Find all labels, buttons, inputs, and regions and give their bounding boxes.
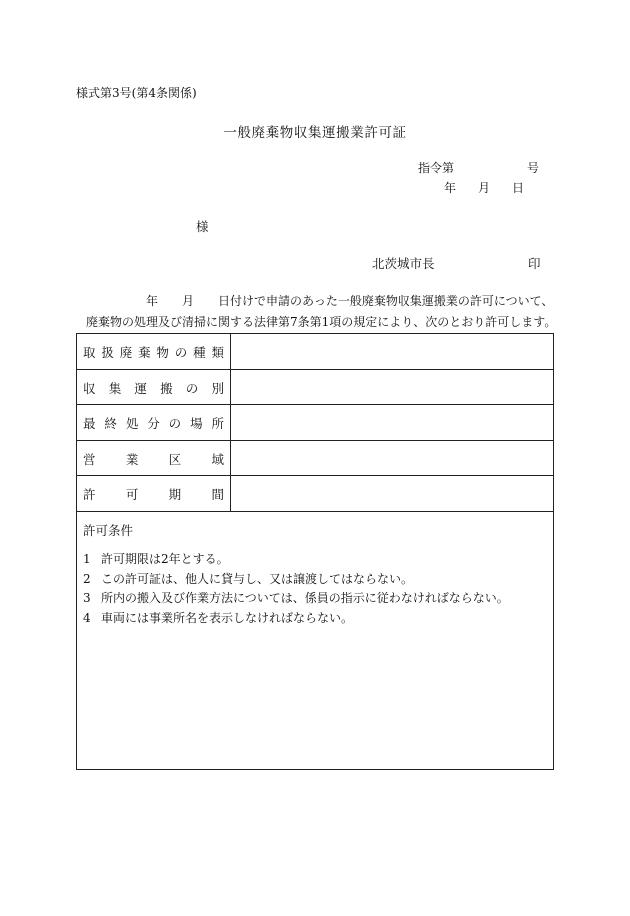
condition-item	[83, 609, 543, 629]
table-row-business-area	[77, 441, 553, 477]
condition-number: 1	[83, 552, 91, 566]
table-row-disposal-site	[77, 405, 553, 441]
preamble-year: 年	[146, 294, 159, 308]
seal-mark: 印	[528, 256, 541, 271]
table-row-label-cell	[77, 405, 231, 440]
table-row-label: 収集運搬の別	[83, 380, 224, 396]
document-title: 一般廃棄物収集運搬業許可証	[223, 125, 407, 141]
table-row-label: 営業区域	[83, 451, 224, 467]
preamble-month: 月	[182, 294, 195, 308]
order-number-prefix: 指令第	[418, 161, 455, 175]
condition-text: この許可証は、他人に貸与し、又は譲渡してはならない。	[101, 571, 414, 586]
order-number-line	[418, 159, 539, 176]
condition-text: 車両には事業所名を表示しなければならない。	[101, 610, 354, 625]
condition-item	[83, 570, 543, 590]
table-row-label: 許可期間	[83, 487, 224, 502]
condition-item	[83, 589, 543, 609]
table-row-label-cell	[77, 441, 231, 476]
preamble-text: 日付けで申請のあった一般廃棄物収集運搬業の許可について、	[218, 294, 554, 308]
conditions-title: 許可条件	[83, 523, 134, 538]
permit-table	[76, 333, 554, 770]
date-year: 年	[444, 181, 457, 195]
table-row-permit-period	[77, 476, 553, 512]
preamble-line-1	[146, 292, 553, 309]
table-row-collection-type	[77, 370, 553, 406]
addressee-suffix: 様	[196, 219, 209, 234]
table-row-label-cell	[77, 476, 231, 511]
date-day: 日	[512, 181, 525, 195]
conditions-list	[83, 550, 543, 628]
date-month: 月	[478, 181, 491, 195]
condition-number: 4	[83, 610, 91, 625]
table-row-label: 取扱廃棄物の種類	[83, 345, 224, 360]
table-row-label-cell	[77, 334, 231, 369]
condition-number: 2	[83, 571, 91, 586]
table-row-label-cell	[77, 370, 231, 405]
condition-number: 3	[83, 591, 91, 605]
issue-date-line	[444, 179, 524, 196]
form-number: 様式第3号(第4条関係)	[76, 86, 197, 100]
table-row-waste-type	[77, 334, 553, 370]
issuer-name: 北茨城市長	[372, 256, 435, 271]
condition-item	[83, 550, 543, 570]
condition-text: 許可期限は2年とする。	[101, 552, 229, 566]
order-number-suffix: 号	[527, 161, 540, 175]
condition-text: 所内の搬入及び作業方法については、係員の指示に従わなければならない。	[101, 591, 509, 605]
table-row-label: 最終処分の場所	[83, 416, 224, 431]
preamble-line-2: 廃棄物の処理及び清掃に関する法律第7条第1項の規定により、次のとおり許可します。	[86, 315, 557, 329]
